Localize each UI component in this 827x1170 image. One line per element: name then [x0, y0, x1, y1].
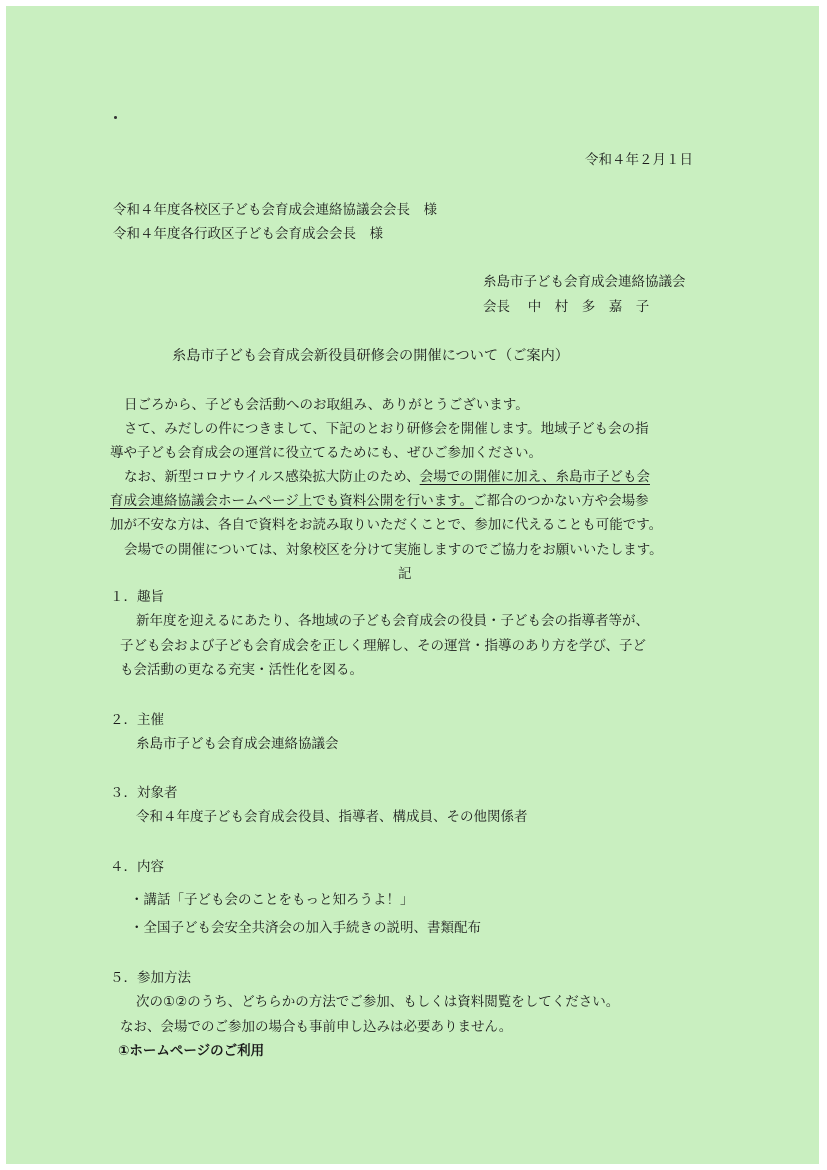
- sender-name: 会長 中 村 多 嘉 子: [483, 299, 650, 315]
- ki-marker: 記: [398, 566, 412, 582]
- body-paragraph-3-line-1: [124, 468, 650, 486]
- section-2-line-1: 糸島市子ども会育成会連絡協議会: [136, 736, 339, 752]
- section-5-line-1: 次の①②のうち、どちらかの方法でご参加、もしくは資料閲覧をしてください。: [136, 994, 620, 1010]
- recipient-line-1: 令和４年度各校区子ども会育成会連絡協議会会長 様: [113, 202, 437, 218]
- document-page: [6, 6, 819, 1164]
- document-title: 糸島市子ども会育成会新役員研修会の開催について（ご案内）: [172, 348, 569, 364]
- body-paragraph-1: 日ごろから、子ども会活動へのお取組み、ありがとうございます。: [124, 397, 529, 413]
- document-date: 令和４年２月１日: [585, 152, 693, 168]
- underlined-notice-part-1: 会場での開催に加え、糸島市子ども会: [419, 469, 650, 485]
- section-4-item-1: ・講話「子ども会のことをもっと知ろうよ！」: [130, 892, 414, 908]
- section-1-line-1: 新年度を迎えるにあたり、各地域の子ども会育成会の役員・子ども会の指導者等が、: [136, 613, 649, 629]
- body-paragraph-3-text-a: なお、新型コロナウイルス感染拡大防止のため、: [124, 469, 420, 485]
- section-5-subheading-1: ①ホームページのご利用: [118, 1043, 265, 1059]
- section-5-line-2: なお、会場でのご参加の場合も事前申し込みは必要ありません。: [120, 1019, 513, 1035]
- section-1-line-2: 子ども会および子ども会育成会を正しく理解し、その運営・指導のあり方を学び、子ど: [120, 638, 646, 654]
- section-1-line-3: も会活動の更なる充実・活性化を図る。: [120, 662, 363, 678]
- recipient-line-2: 令和４年度各行政区子ども会育成会会長 様: [113, 226, 383, 242]
- body-paragraph-2-line-1: さて、みだしの件につきまして、下記のとおり研修会を開催します。地域子ども会の指: [124, 421, 649, 437]
- body-paragraph-3-text-b: ご都合のつかない方や会場参: [473, 493, 649, 509]
- section-4-heading: ４．内容: [110, 859, 164, 875]
- section-5-heading: ５．参加方法: [110, 970, 191, 986]
- section-2-heading: ２．主催: [110, 712, 164, 728]
- section-1-heading: １．趣旨: [110, 589, 164, 605]
- underlined-notice-part-2: 育成会連絡協議会ホームページ上でも資料公開を行います。: [110, 493, 474, 509]
- section-4-item-2: ・全国子ども会安全共済会の加入手続きの説明、書類配布: [130, 920, 481, 936]
- body-paragraph-3-line-3: 加が不安な方は、各自で資料をお読み取りいただくことで、参加に代えることも可能です。: [110, 517, 663, 533]
- section-3-heading: ３．対象者: [110, 785, 178, 801]
- sender-organization: 糸島市子ども会育成会連絡協議会: [483, 274, 686, 290]
- section-3-line-1: 令和４年度子ども会育成会役員、指導者、構成員、その他関係者: [136, 809, 528, 825]
- body-paragraph-4: 会場での開催については、対象校区を分けて実施しますのでご協力をお願いいたします。: [124, 542, 663, 558]
- scan-speck: [114, 116, 117, 119]
- body-paragraph-3-line-2: [110, 492, 649, 510]
- body-paragraph-2-line-2: 導や子ども会育成会の運営に役立てるためにも、ぜひご参加ください。: [110, 445, 542, 461]
